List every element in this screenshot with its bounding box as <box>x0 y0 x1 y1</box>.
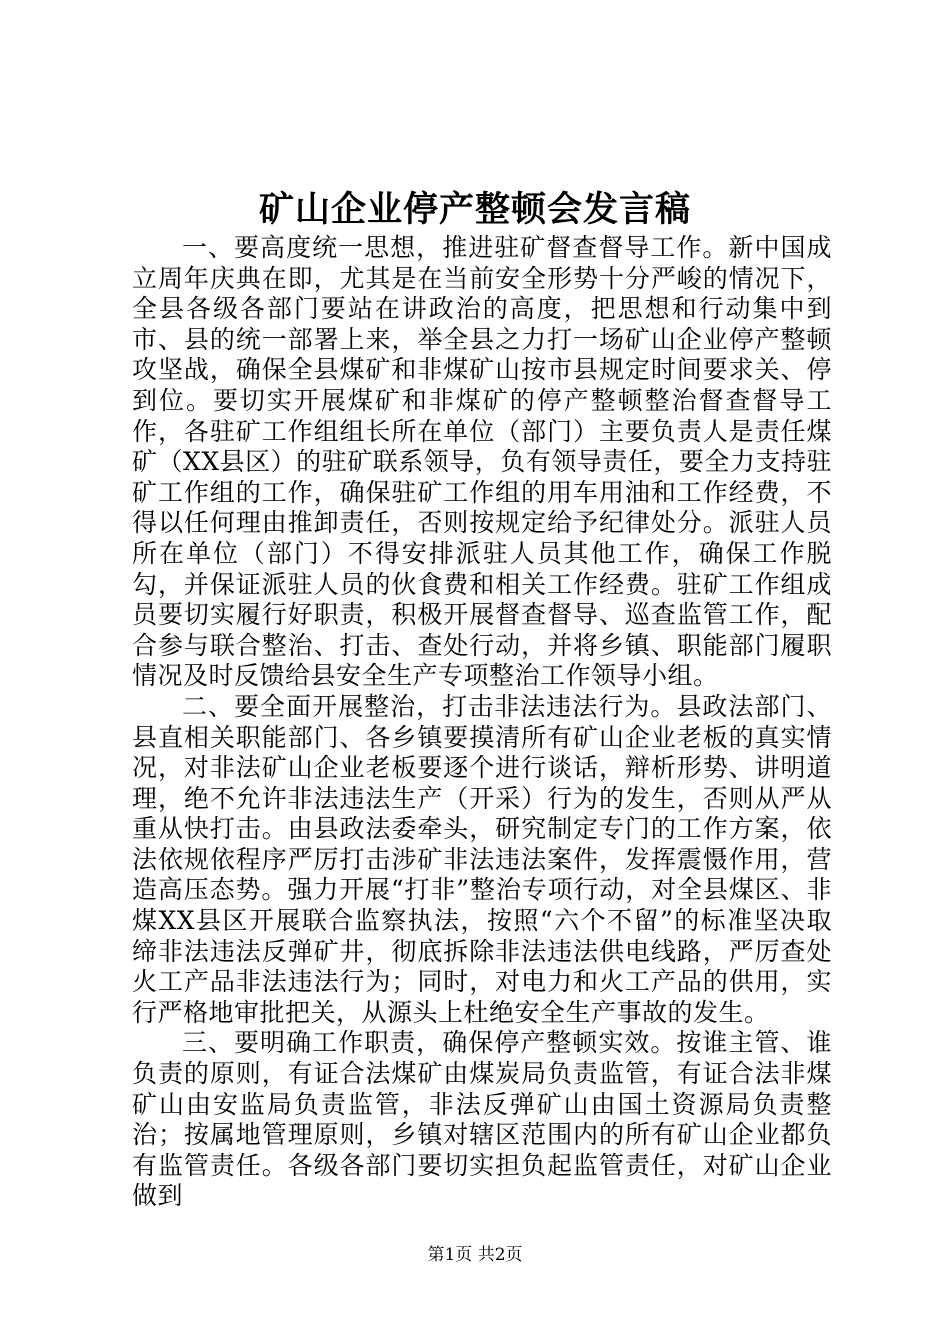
paragraph-2: 二、要全面开展整治，打击非法违法行为。县政法部门、县直相关职能部门、各乡镇要摸清所有矿山企业老板的真实情况，对非法矿山企业老板要逐个进行谈话，辩析形势、讲明道理，绝不允许非法违法生产（开采）行为的发生，否则从严从重从快打击。由县政法委牵头，研究制定专门的工作方案，依法依规依程序严厉打击涉矿非法违法案件，发挥震慑作用，营造高压态势。强力开展“打非”整治专项行动，对全县煤区、非煤XX县区开展联合监察执法，按照“六个不留”的标准坚决取缔非法违法反弹矿井，彻底拆除非法违法供电线路，严厉查处火工产品非法违法行为；同时，对电力和火工产品的供用，实行严格地审批把关，从源头上杜绝安全生产事故的发生。 <box>132 691 832 1027</box>
paragraph-1: 一、要高度统一思想，推进驻矿督查督导工作。新中国成立周年庆典在即，尤其是在当前安全形势十分严峻的情况下，全县各级各部门要站在讲政治的高度，把思想和行动集中到市、县的统一部署上来，举全县之力打一场矿山企业停产整顿攻坚战，确保全县煤矿和非煤矿山按市县规定时间要求关、停到位。要切实开展煤矿和非煤矿的停产整顿整治督查督导工作，各驻矿工作组组长所在单位（部门）主要负责人是责任煤矿（XX县区）的驻矿联系领导，负有领导责任，要全力支持驻矿工作组的工作，确保驻矿工作组的用车用油和工作经费，不得以任何理由推卸责任，否则按规定给予纪律处分。派驻人员所在单位（部门）不得安排派驻人员其他工作，确保工作脱勾，并保证派驻人员的伙食费和相关工作经费。驻矿工作组成员要切实履行好职责，积极开展督查督导、巡查监管工作，配合参与联合整治、打击、查处行动，并将乡镇、职能部门履职情况及时反馈给县安全生产专项整治工作领导小组。 <box>132 233 832 691</box>
page-number-footer: 第1页 共2页 <box>427 1245 523 1265</box>
page-title: 矿山企业停产整顿会发言稿 <box>258 189 691 230</box>
document-body <box>132 233 832 1212</box>
paragraph-3: 三、要明确工作职责，确保停产整顿实效。按谁主管、谁负责的原则，有证合法煤矿由煤炭局负责监管，有证合法非煤矿山由安监局负责监管，非法反弹矿山由国土资源局负责整治；按属地管理原则，乡镇对辖区范围内的所有矿山企业都负有监管责任。各级各部门要切实担负起监管责任，对矿山企业做到 <box>132 1028 832 1211</box>
